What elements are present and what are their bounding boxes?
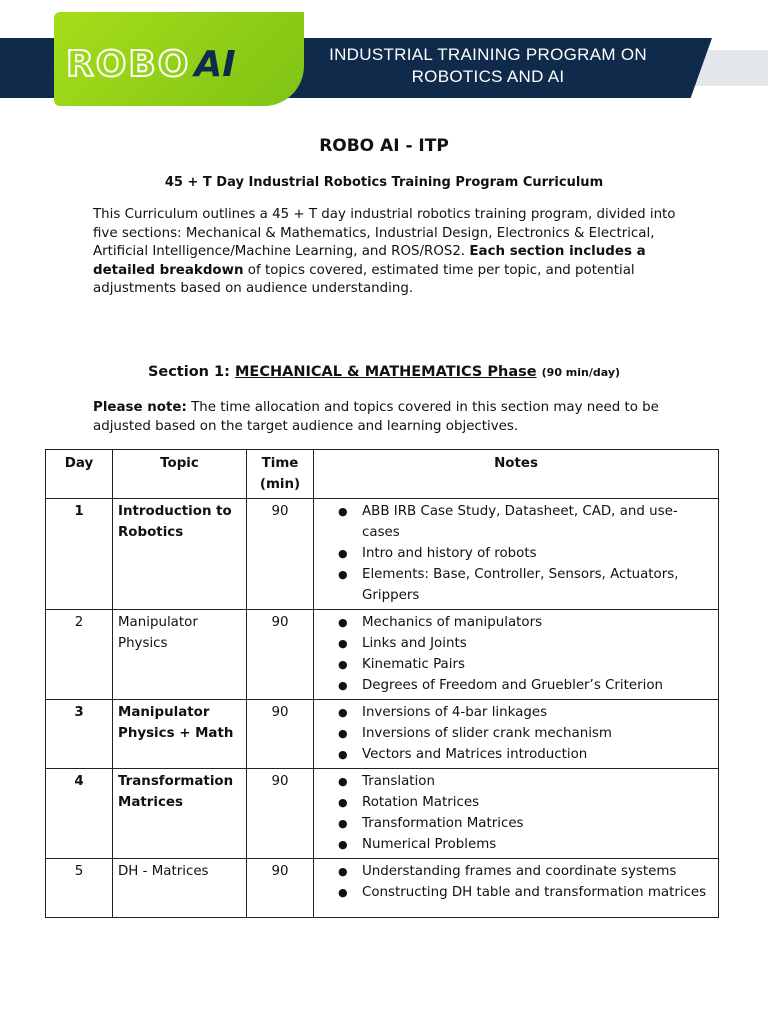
logo-robo-text: ROBO [66,43,191,85]
note-text: Rotation Matrices [362,795,480,810]
note-text: Transformation Matrices [362,816,524,831]
list-item [338,633,713,654]
cell-day: 2 [46,610,113,700]
note-text: Intro and history of robots [362,546,537,561]
intro-text-part1: This Curriculum outlines a 45 + T day industrial robotics training program, divided into five sections: Mechanical & Mathematics, Industrial Design, Electronics & Electrical, Artificial Intelligence/Machine Learning, and ROS/ROS2. [93,207,676,259]
note-text: Translation [362,774,435,789]
banner-title-line1: INDUSTRIAL TRAINING PROGRAM ON [329,45,647,64]
list-item [338,723,713,744]
header-notes: Notes [314,450,719,499]
header-time-line1: Time [261,456,299,471]
note-text: Numerical Problems [362,837,497,852]
notes-list [319,861,713,903]
bullet-icon: ● [338,775,348,788]
note-text: Elements: Base, Controller, Sensors, Actuators, Grippers [362,567,679,603]
table-header-row [46,450,719,499]
bullet-icon: ● [338,748,348,761]
list-item [338,792,713,813]
cell-notes [314,499,719,610]
table-row [46,610,719,700]
header-banner [0,0,768,110]
bullet-icon: ● [338,886,348,899]
document-title: ROBO AI - ITP [319,136,449,156]
document-subtitle: 45 + T Day Industrial Robotics Training Program Curriculum [164,175,604,190]
note-text: ABB IRB Case Study, Datasheet, CAD, and use-cases [362,504,678,540]
header-topic: Topic [113,450,247,499]
cell-time: 90 [247,769,314,859]
bullet-icon: ● [338,727,348,740]
cell-topic: Transformation Matrices [113,769,247,859]
list-item [338,702,713,723]
header-time-line2: (min) [259,477,301,492]
list-item [338,834,713,855]
cell-day: 3 [46,700,113,769]
note-text: Constructing DH table and transformation matrices [362,885,707,900]
curriculum-table [45,449,719,918]
bullet-icon: ● [338,616,348,629]
cell-notes [314,859,719,918]
cell-time: 90 [247,700,314,769]
bullet-icon: ● [338,838,348,851]
note-text: Mechanics of manipulators [362,615,543,630]
note-text: Understanding frames and coordinate systems [362,864,677,879]
note-text: The time allocation and topics covered in this section may need to be adjusted based on the target audience and learning objectives. [93,400,659,434]
bullet-icon: ● [338,568,348,581]
list-item [338,654,713,675]
list-item [338,564,713,606]
list-item [338,612,713,633]
notes-list [319,771,713,855]
intro-paragraph [93,206,693,299]
note-text: Inversions of slider crank mechanism [362,726,612,741]
cell-topic: DH - Matrices [113,859,247,918]
intro-text-bold: Each section includes a detailed breakdown [93,244,646,278]
bullet-icon: ● [338,796,348,809]
bullet-icon: ● [338,679,348,692]
list-item [338,882,713,903]
table-row [46,700,719,769]
cell-time: 90 [247,859,314,918]
list-item [338,813,713,834]
robo-ai-logo [66,42,236,86]
section-prefix: Section 1: [147,364,230,380]
table-row [46,769,719,859]
cell-notes [314,769,719,859]
bullet-icon: ● [338,547,348,560]
cell-topic: Manipulator Physics + Math [113,700,247,769]
cell-topic: Introduction to Robotics [113,499,247,610]
banner-title-line2: ROBOTICS AND AI [411,67,565,86]
cell-time: 90 [247,499,314,610]
list-item [338,771,713,792]
cell-topic: Manipulator Physics [113,610,247,700]
bullet-icon: ● [338,637,348,650]
list-item [338,744,713,765]
intro-text-part2: of topics covered, estimated time per topic, and potential adjustments based on audience understanding. [93,262,635,296]
cell-day: 4 [46,769,113,859]
note-text: Kinematic Pairs [362,657,465,672]
notes-list [319,501,713,606]
notes-list [319,702,713,765]
cell-notes [314,610,719,700]
bullet-icon: ● [338,505,348,518]
logo-ai-text: AI [194,43,236,85]
cell-notes [314,700,719,769]
section-duration: (90 min/day) [541,366,621,379]
cell-day: 5 [46,859,113,918]
note-text: Degrees of Freedom and Gruebler’s Criterion [362,678,664,693]
section-name: MECHANICAL & MATHEMATICS Phase [235,364,537,380]
header-time [247,450,314,499]
cell-day: 1 [46,499,113,610]
cell-time: 90 [247,610,314,700]
list-item [338,861,713,882]
note-text: Vectors and Matrices introduction [362,747,588,762]
note-label: Please note: [93,400,187,415]
table-row [46,859,719,918]
note-text: Links and Joints [362,636,467,651]
note-text: Inversions of 4-bar linkages [362,705,548,720]
banner-title [310,44,666,88]
section-note [93,398,693,436]
notes-list [319,612,713,696]
section-heading [0,364,768,380]
list-item [338,675,713,696]
bullet-icon: ● [338,817,348,830]
bullet-icon: ● [338,706,348,719]
table-row [46,499,719,610]
header-day: Day [46,450,113,499]
bullet-icon: ● [338,865,348,878]
list-item [338,501,713,543]
bullet-icon: ● [338,658,348,671]
list-item [338,543,713,564]
